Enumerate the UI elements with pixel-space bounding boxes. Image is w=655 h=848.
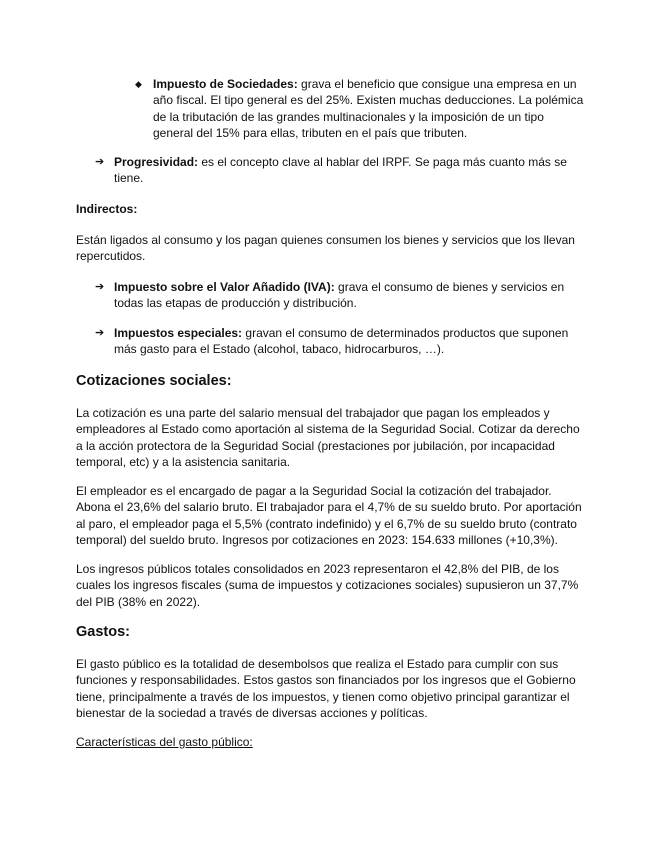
section-heading-gastos: Gastos: bbox=[76, 624, 130, 640]
term-description: grava el beneficio que consigue una empresa en un año fiscal. El tipo general es del 25%. Existen muchas deducciones. La polémica de la tributación de las grandes multinacionales y la imposición de un tipo general del 15% para ellas, tributen en el país que tributen. bbox=[153, 77, 584, 140]
list-item-text bbox=[114, 279, 569, 312]
term-label: Impuesto sobre el Valor Añadido (IVA): bbox=[114, 280, 335, 294]
paragraph-cotizaciones-3: Los ingresos públicos totales consolidados en 2023 representaron el 42,8% del PIB, de los cuales los ingresos fiscales (suma de impuestos y cotizaciones sociales) supusieron un 37,7% del PIB (38% en 2022). bbox=[76, 562, 579, 609]
section-heading-cotizaciones: Cotizaciones sociales: bbox=[76, 373, 232, 389]
arrow-bullet-icon: ➔ bbox=[95, 327, 105, 339]
paragraph-indirectos-intro: Están ligados al consumo y los pagan quienes consumen los bienes y servicios que los llevan repercutidos. bbox=[76, 233, 575, 264]
term-description: gravan el consumo de determinados productos que suponen más gasto para el Estado (alcohol, tabaco, hidrocarburos, …). bbox=[114, 326, 569, 357]
list-item-text bbox=[153, 76, 585, 141]
paragraph-cotizaciones-2: El empleador es el encargado de pagar a la Seguridad Social la cotización del trabajador. Abona el 23,6% del salario bruto. El trabajador para el 4,7% de su sueldo bruto. Por aportación al paro, el empleador paga el 5,5% (contrato indefinido) y el 6,7% de su sueldo bruto (contrato temporal) del sueldo bruto. Ingresos por cotizaciones en 2023: 154.633 millones (+10,3%). bbox=[76, 484, 582, 547]
term-description: es el concepto clave al hablar del IRPF. Se paga más cuanto más se tiene. bbox=[114, 155, 567, 186]
subheading-caracteristicas: Características del gasto público: bbox=[76, 735, 253, 749]
paragraph-cotizaciones-1: La cotización es una parte del salario mensual del trabajador que pagan los empleados y empleadores al Estado como aportación al sistema de la Seguridad Social. Cotizar da derecho a la acción protectora de la Seguridad Social (prestaciones por jubilación, por incapacidad temporal, etc) y a la asistencia sanitaria. bbox=[76, 406, 580, 469]
list-item-text bbox=[114, 325, 569, 358]
diamond-bullet-icon: ◆ bbox=[135, 79, 142, 89]
term-description: grava el consumo de bienes y servicios en todas las etapas de producción y distribución. bbox=[114, 280, 565, 311]
list-item-text bbox=[114, 154, 569, 187]
term-label: Impuestos especiales: bbox=[114, 326, 243, 340]
term-label: Progresividad: bbox=[114, 155, 199, 169]
section-subheading-indirectos: Indirectos: bbox=[76, 202, 138, 216]
arrow-bullet-icon: ➔ bbox=[95, 281, 105, 293]
term-label: Impuesto de Sociedades: bbox=[153, 77, 298, 91]
arrow-bullet-icon: ➔ bbox=[95, 156, 105, 168]
paragraph-gastos-1: El gasto público es la totalidad de desembolsos que realiza el Estado para cumplir con sus funciones y responsabilidades. Estos gastos son financiados por los ingresos que el Gobierno tiene, principalmente a través de los impuestos, y tienen como objetivo principal garantizar el bienestar de la sociedad a través de diversas acciones y políticas. bbox=[76, 657, 576, 720]
